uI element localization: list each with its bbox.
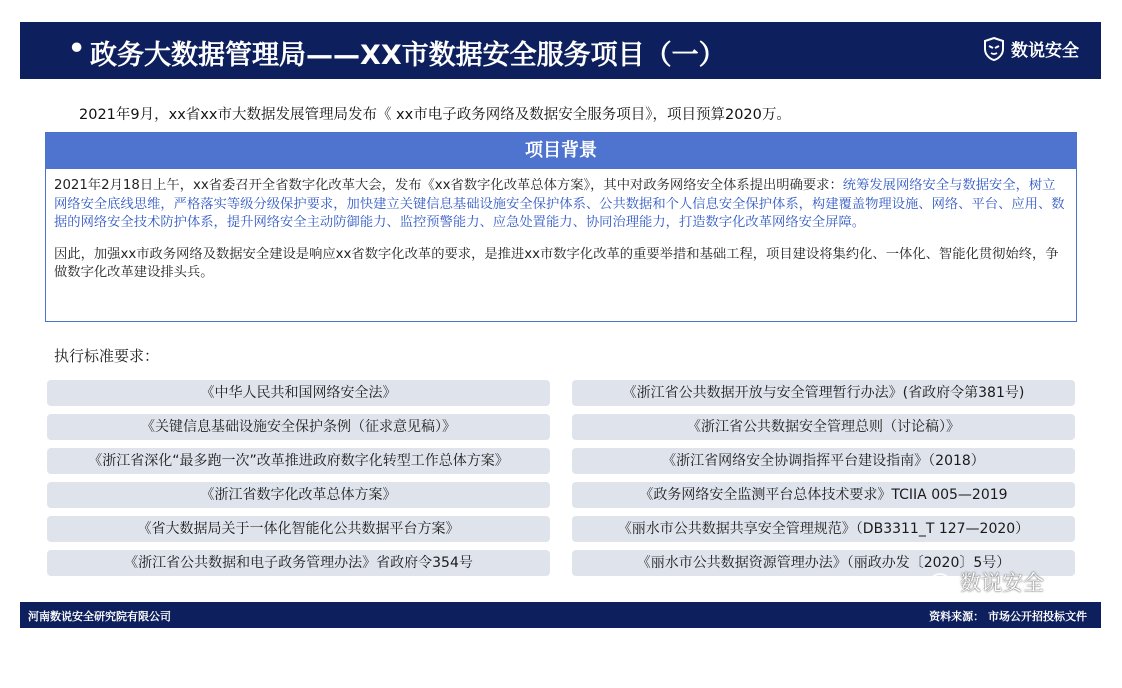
watermark — [930, 567, 1044, 597]
brand-name: 数说安全 — [1011, 41, 1079, 61]
page-title: 政务大数据管理局——XX市数据安全服务项目（一） — [90, 40, 726, 71]
title-bar — [20, 22, 1101, 79]
standard-item: 《浙江省网络安全协调指挥平台建设指南》（2018） — [572, 448, 1075, 474]
standard-item: 《浙江省公共数据安全管理总则（讨论稿）》 — [572, 414, 1075, 440]
footer-bar — [20, 602, 1101, 628]
background-section — [45, 132, 1077, 322]
standard-item: 《浙江省公共数据开放与安全管理暂行办法》(省政府令第381号) — [572, 380, 1075, 406]
intro-text: 2021年9月，xx省xx市大数据发展管理局发布《 xx市电子政务网络及数据安全服务项目》，项目预算2020万。 — [79, 107, 791, 123]
footer-source: 资料来源： 市场公开招投标文件 — [929, 610, 1087, 623]
standard-item: 《省大数据局关于一体化智能化公共数据平台方案》 — [47, 516, 550, 542]
standard-item: 《关键信息基础设施安全保护条例（征求意见稿）》 — [47, 414, 550, 440]
wechat-icon — [930, 572, 956, 592]
footer-company: 河南数说安全研究院有限公司 — [28, 610, 171, 623]
standard-item: 《丽水市公共数据资源管理办法》（丽政办发〔2020〕5号） — [572, 550, 1075, 576]
standard-item: 《浙江省公共数据和电子政务管理办法》省政府令354号 — [47, 550, 550, 576]
brand — [983, 36, 1079, 61]
standard-item: 《浙江省深化“最多跑一次”改革推进政府数字化转型工作总体方案》 — [47, 448, 550, 474]
paragraph-highlight: 统筹发展网络安全与数据安全，树立网络安全底线思维，严格落实等级分级保护要求，加快建立关键信息基础设施安全保护体系、公共数据和个人信息安全保护体系，构建覆盖物理设施、网络、平台、应用、数据的网络安全技术防护体系，提升网络安全主动防御能力、监控预警能力、应急处置能力、协同治理能力，打造数字化改革网络安全屏障。 — [54, 178, 1065, 230]
title-bullet: • — [68, 33, 86, 64]
requirements-label: 执行标准要求： — [54, 347, 160, 365]
paragraph-plain: 2021年2月18日上午，xx省委召开全省数字化改革大会，发布《xx省数字化改革总体方案》，其中对政务网络安全体系提出明确要求： — [54, 178, 843, 193]
shield-mask-icon — [983, 37, 1005, 61]
standard-item: 《浙江省数字化改革总体方案》 — [47, 482, 550, 508]
standard-item: 《政务网络安全监测平台总体技术要求》TCIIA 005—2019 — [572, 482, 1075, 508]
watermark-text: 数说安全 — [960, 571, 1044, 595]
section-heading: 项目背景 — [46, 133, 1076, 169]
background-paragraph-2: 因此，加强xx市政务网络及数据安全建设是响应xx省数字化改革的要求，是推进xx市数字化改革的重要举措和基础工程，项目建设将集约化、一体化、智能化贯彻始终，争做数字化改革建设排头兵。 — [54, 246, 1059, 280]
standard-item: 《丽水市公共数据共享安全管理规范》（DB3311_T 127—2020） — [572, 516, 1075, 542]
standard-item: 《中华人民共和国网络安全法》 — [47, 380, 550, 406]
background-paragraph-1 — [54, 177, 1066, 233]
